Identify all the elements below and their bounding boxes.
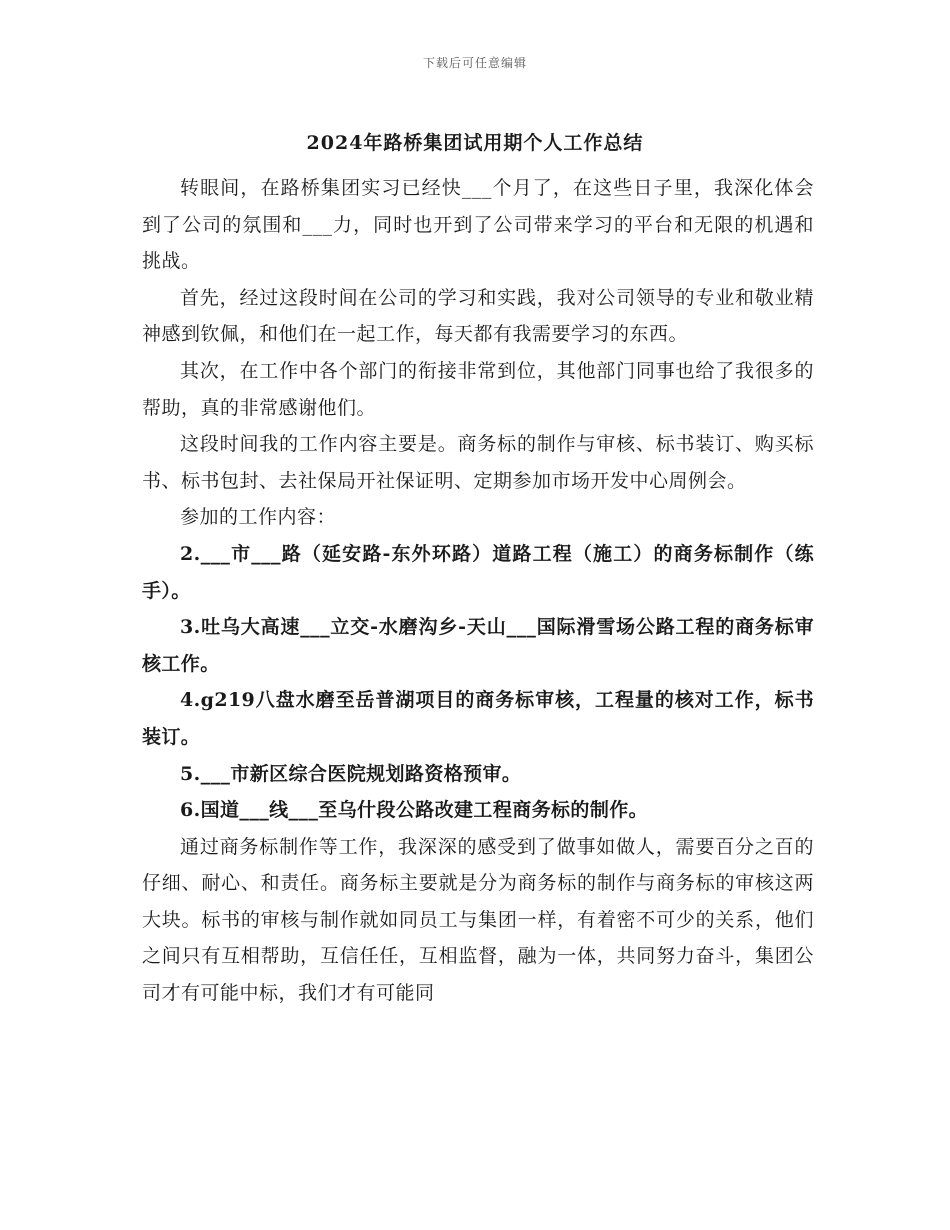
- work-item: 6.国道___线___至乌什段公路改建工程商务标的制作。: [180, 799, 649, 822]
- document-body: [142, 170, 814, 1012]
- paragraph-closing: 通过商务标制作等工作，我深深的感受到了做事如做人，需要百分之百的仔细、耐心、和责任。商务标主要就是分为商务标的制作与商务标的审核这两大块。标书的审核与制作就如同员工与集团一样，有着密不可少的关系，他们之间只有互相帮助，互信任任，互相监督，融为一体，共同努力奋斗，集团公司才有可能中标，我们才有可能同: [142, 835, 814, 1005]
- work-item: 2.___市___路（延安路-东外环路）道路工程（施工）的商务标制作（练手）。: [142, 542, 814, 602]
- page-header-note: 下载后可任意编辑: [422, 56, 527, 70]
- paragraph-first: 首先，经过这段时间在公司的学习和实践，我对公司领导的专业和敬业精神感到钦佩，和他们在一起工作，每天都有我需要学习的东西。: [142, 286, 814, 346]
- paragraph-second: 其次，在工作中各个部门的衔接非常到位，其他部门同事也给了我很多的帮助，真的非常感谢他们。: [142, 359, 814, 419]
- paragraph-intro: 转眼间，在路桥集团实习已经快___个月了，在这些日子里，我深化体会到了公司的氛围和___力，同时也开到了公司带来学习的平台和无限的机遇和挑战。: [142, 177, 814, 273]
- paragraph-work-list-intro: 参加的工作内容：: [180, 506, 337, 529]
- paragraph-work-content: 这段时间我的工作内容主要是。商务标的制作与审核、标书装订、购买标书、标书包封、去社保局开社保证明、定期参加市场开发中心周例会。: [142, 433, 814, 492]
- work-item: 5.___市新区综合医院规划路资格预审。: [180, 762, 522, 785]
- work-item: 4.g219八盘水磨至岳普湖项目的商务标审核，工程量的核对工作，标书装订。: [142, 689, 814, 748]
- document-title: 2024年路桥集团试用期个人工作总结: [306, 132, 644, 154]
- work-item: 3.吐乌大高速___立交-水磨沟乡-天山___国际滑雪场公路工程的商务标审核工作。: [142, 616, 814, 675]
